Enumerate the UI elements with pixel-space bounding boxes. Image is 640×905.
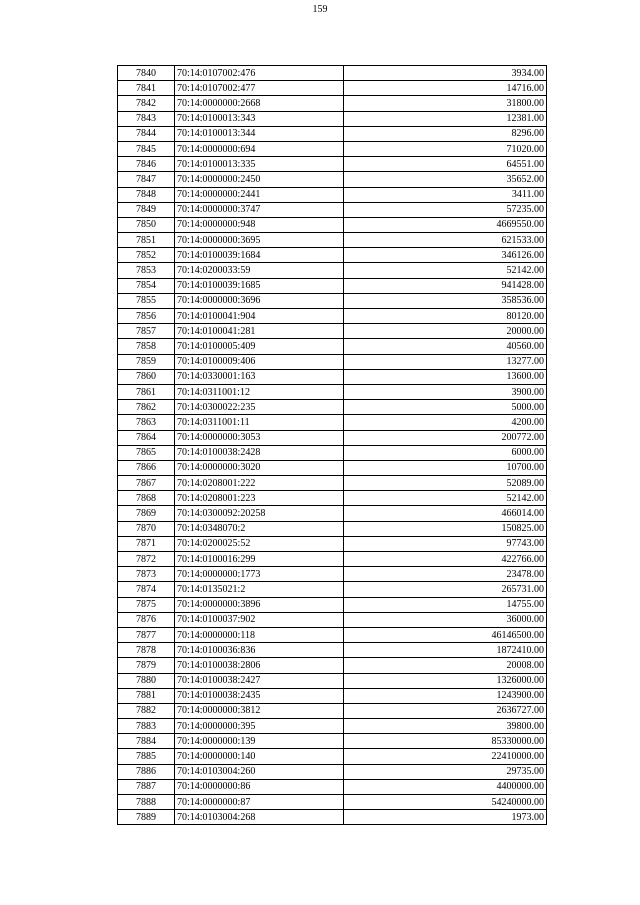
row-number-cell: 7845	[118, 141, 175, 156]
cadastral-number-cell: 70:14:0200025:52	[175, 536, 344, 551]
table-row	[118, 384, 547, 399]
row-number-cell: 7880	[118, 673, 175, 688]
amount-cell: 80120.00	[344, 309, 547, 324]
amount-cell: 14755.00	[344, 597, 547, 612]
table-row	[118, 688, 547, 703]
amount-cell: 1872410.00	[344, 643, 547, 658]
cadastral-number-cell: 70:14:0208001:222	[175, 476, 344, 491]
table-row	[118, 217, 547, 232]
cadastral-number-cell: 70:14:0100016:299	[175, 552, 344, 567]
row-number-cell: 7868	[118, 491, 175, 506]
table-row	[118, 703, 547, 718]
row-number-cell: 7877	[118, 627, 175, 642]
table-row	[118, 339, 547, 354]
cadastral-number-cell: 70:14:0000000:694	[175, 141, 344, 156]
row-number-cell: 7876	[118, 612, 175, 627]
table-row	[118, 779, 547, 794]
amount-cell: 40560.00	[344, 339, 547, 354]
amount-cell: 5000.00	[344, 400, 547, 415]
table-row	[118, 506, 547, 521]
amount-cell: 4669550.00	[344, 217, 547, 232]
amount-cell: 13277.00	[344, 354, 547, 369]
row-number-cell: 7846	[118, 157, 175, 172]
amount-cell: 3900.00	[344, 384, 547, 399]
cadastral-number-cell: 70:14:0000000:86	[175, 779, 344, 794]
row-number-cell: 7855	[118, 293, 175, 308]
row-number-cell: 7888	[118, 795, 175, 810]
cadastral-number-cell: 70:14:0000000:3696	[175, 293, 344, 308]
amount-cell: 1326000.00	[344, 673, 547, 688]
cadastral-number-cell: 70:14:0100036:836	[175, 643, 344, 658]
cadastral-number-cell: 70:14:0107002:476	[175, 66, 344, 81]
table-row	[118, 354, 547, 369]
row-number-cell: 7848	[118, 187, 175, 202]
cadastral-number-cell: 70:14:0330001:163	[175, 369, 344, 384]
cadastral-number-cell: 70:14:0100009:406	[175, 354, 344, 369]
table-row	[118, 126, 547, 141]
row-number-cell: 7850	[118, 217, 175, 232]
row-number-cell: 7883	[118, 719, 175, 734]
table-row	[118, 445, 547, 460]
amount-cell: 200772.00	[344, 430, 547, 445]
table-row	[118, 643, 547, 658]
cadastral-number-cell: 70:14:0103004:260	[175, 764, 344, 779]
row-number-cell: 7863	[118, 415, 175, 430]
page-number: 159	[312, 4, 328, 15]
row-number-cell: 7840	[118, 66, 175, 81]
table-row	[118, 567, 547, 582]
row-number-cell: 7841	[118, 81, 175, 96]
amount-cell: 29735.00	[344, 764, 547, 779]
cadastral-number-cell: 70:14:0100041:904	[175, 309, 344, 324]
row-number-cell: 7853	[118, 263, 175, 278]
table-row	[118, 810, 547, 825]
amount-cell: 23478.00	[344, 567, 547, 582]
amount-cell: 10700.00	[344, 460, 547, 475]
amount-cell: 3411.00	[344, 187, 547, 202]
table-row	[118, 324, 547, 339]
cadastral-number-cell: 70:14:0000000:3020	[175, 460, 344, 475]
row-number-cell: 7879	[118, 658, 175, 673]
row-number-cell: 7856	[118, 309, 175, 324]
table-row	[118, 369, 547, 384]
table-row	[118, 719, 547, 734]
row-number-cell: 7847	[118, 172, 175, 187]
cadastral-number-cell: 70:14:0100013:343	[175, 111, 344, 126]
amount-cell: 265731.00	[344, 582, 547, 597]
amount-cell: 64551.00	[344, 157, 547, 172]
cadastral-number-cell: 70:14:0000000:87	[175, 795, 344, 810]
amount-cell: 6000.00	[344, 445, 547, 460]
row-number-cell: 7873	[118, 567, 175, 582]
cadastral-number-cell: 70:14:0000000:395	[175, 719, 344, 734]
row-number-cell: 7852	[118, 248, 175, 263]
row-number-cell: 7871	[118, 536, 175, 551]
cadastral-number-cell: 70:14:0300092:20258	[175, 506, 344, 521]
row-number-cell: 7886	[118, 764, 175, 779]
row-number-cell: 7884	[118, 734, 175, 749]
table-row	[118, 66, 547, 81]
amount-cell: 35652.00	[344, 172, 547, 187]
table-row	[118, 476, 547, 491]
row-number-cell: 7849	[118, 202, 175, 217]
cadastral-number-cell: 70:14:0100038:2806	[175, 658, 344, 673]
table-row	[118, 582, 547, 597]
amount-cell: 85330000.00	[344, 734, 547, 749]
amount-cell: 8296.00	[344, 126, 547, 141]
table-row	[118, 400, 547, 415]
cadastral-number-cell: 70:14:0000000:2450	[175, 172, 344, 187]
table-row	[118, 491, 547, 506]
amount-cell: 13600.00	[344, 369, 547, 384]
cadastral-number-cell: 70:14:0100039:1685	[175, 278, 344, 293]
table-row	[118, 141, 547, 156]
row-number-cell: 7858	[118, 339, 175, 354]
row-number-cell: 7872	[118, 552, 175, 567]
amount-cell: 14716.00	[344, 81, 547, 96]
row-number-cell: 7861	[118, 384, 175, 399]
table-row	[118, 612, 547, 627]
row-number-cell: 7887	[118, 779, 175, 794]
table-row	[118, 309, 547, 324]
table-row	[118, 415, 547, 430]
amount-cell: 52089.00	[344, 476, 547, 491]
cadastral-number-cell: 70:14:0107002:477	[175, 81, 344, 96]
cadastral-number-cell: 70:14:0100038:2427	[175, 673, 344, 688]
row-number-cell: 7851	[118, 233, 175, 248]
amount-cell: 22410000.00	[344, 749, 547, 764]
row-number-cell: 7881	[118, 688, 175, 703]
cadastral-number-cell: 70:14:0100041:281	[175, 324, 344, 339]
cadastral-number-cell: 70:14:0000000:1773	[175, 567, 344, 582]
table-row	[118, 597, 547, 612]
row-number-cell: 7844	[118, 126, 175, 141]
row-number-cell: 7882	[118, 703, 175, 718]
row-number-cell: 7875	[118, 597, 175, 612]
cadastral-number-cell: 70:14:0000000:140	[175, 749, 344, 764]
amount-cell: 97743.00	[344, 536, 547, 551]
table-row	[118, 202, 547, 217]
table-row	[118, 749, 547, 764]
row-number-cell: 7862	[118, 400, 175, 415]
row-number-cell: 7857	[118, 324, 175, 339]
cadastral-number-cell: 70:14:0000000:139	[175, 734, 344, 749]
cadastral-number-cell: 70:14:0208001:223	[175, 491, 344, 506]
amount-cell: 52142.00	[344, 263, 547, 278]
row-number-cell: 7859	[118, 354, 175, 369]
cadastral-number-cell: 70:14:0300022:235	[175, 400, 344, 415]
table-row	[118, 248, 547, 263]
row-number-cell: 7869	[118, 506, 175, 521]
cadastral-number-cell: 70:14:0000000:3695	[175, 233, 344, 248]
table-body	[118, 66, 547, 825]
row-number-cell: 7860	[118, 369, 175, 384]
table-row	[118, 764, 547, 779]
cadastral-number-cell: 70:14:0000000:948	[175, 217, 344, 232]
cadastral-number-cell: 70:14:0100039:1684	[175, 248, 344, 263]
cadastral-number-cell: 70:14:0100038:2428	[175, 445, 344, 460]
row-number-cell: 7889	[118, 810, 175, 825]
table-row	[118, 795, 547, 810]
table-row	[118, 627, 547, 642]
data-table	[117, 65, 547, 825]
table-row	[118, 233, 547, 248]
table-row	[118, 263, 547, 278]
amount-cell: 466014.00	[344, 506, 547, 521]
amount-cell: 31800.00	[344, 96, 547, 111]
amount-cell: 422766.00	[344, 552, 547, 567]
row-number-cell: 7842	[118, 96, 175, 111]
table-row	[118, 460, 547, 475]
cadastral-number-cell: 70:14:0348070:2	[175, 521, 344, 536]
table-row	[118, 430, 547, 445]
row-number-cell: 7865	[118, 445, 175, 460]
amount-cell: 12381.00	[344, 111, 547, 126]
table-row	[118, 673, 547, 688]
table-row	[118, 734, 547, 749]
table-row	[118, 81, 547, 96]
cadastral-number-cell: 70:14:0000000:3812	[175, 703, 344, 718]
amount-cell: 941428.00	[344, 278, 547, 293]
row-number-cell: 7854	[118, 278, 175, 293]
amount-cell: 71020.00	[344, 141, 547, 156]
cadastral-number-cell: 70:14:0100013:335	[175, 157, 344, 172]
table-row	[118, 536, 547, 551]
table-row	[118, 658, 547, 673]
row-number-cell: 7866	[118, 460, 175, 475]
table-row	[118, 172, 547, 187]
cadastral-number-cell: 70:14:0100038:2435	[175, 688, 344, 703]
amount-cell: 2636727.00	[344, 703, 547, 718]
cadastral-number-cell: 70:14:0000000:3896	[175, 597, 344, 612]
table-row	[118, 187, 547, 202]
row-number-cell: 7878	[118, 643, 175, 658]
amount-cell: 4400000.00	[344, 779, 547, 794]
table-row	[118, 552, 547, 567]
table-row	[118, 278, 547, 293]
amount-cell: 52142.00	[344, 491, 547, 506]
cadastral-number-cell: 70:14:0100005:409	[175, 339, 344, 354]
amount-cell: 39800.00	[344, 719, 547, 734]
cadastral-number-cell: 70:14:0100037:902	[175, 612, 344, 627]
amount-cell: 1243900.00	[344, 688, 547, 703]
amount-cell: 150825.00	[344, 521, 547, 536]
row-number-cell: 7885	[118, 749, 175, 764]
amount-cell: 46146500.00	[344, 627, 547, 642]
cadastral-number-cell: 70:14:0100013:344	[175, 126, 344, 141]
amount-cell: 358536.00	[344, 293, 547, 308]
amount-cell: 4200.00	[344, 415, 547, 430]
amount-cell: 621533.00	[344, 233, 547, 248]
cadastral-number-cell: 70:14:0311001:12	[175, 384, 344, 399]
table-row	[118, 96, 547, 111]
amount-cell: 1973.00	[344, 810, 547, 825]
row-number-cell: 7870	[118, 521, 175, 536]
row-number-cell: 7867	[118, 476, 175, 491]
row-number-cell: 7843	[118, 111, 175, 126]
amount-cell: 36000.00	[344, 612, 547, 627]
amount-cell: 3934.00	[344, 66, 547, 81]
cadastral-number-cell: 70:14:0000000:118	[175, 627, 344, 642]
table-row	[118, 111, 547, 126]
cadastral-number-cell: 70:14:0000000:3747	[175, 202, 344, 217]
cadastral-number-cell: 70:14:0135021:2	[175, 582, 344, 597]
amount-cell: 57235.00	[344, 202, 547, 217]
table-row	[118, 157, 547, 172]
amount-cell: 346126.00	[344, 248, 547, 263]
cadastral-number-cell: 70:14:0000000:2668	[175, 96, 344, 111]
cadastral-number-cell: 70:14:0000000:2441	[175, 187, 344, 202]
amount-cell: 20008.00	[344, 658, 547, 673]
cadastral-number-cell: 70:14:0311001:11	[175, 415, 344, 430]
cadastral-number-cell: 70:14:0000000:3053	[175, 430, 344, 445]
amount-cell: 20000.00	[344, 324, 547, 339]
cadastral-number-cell: 70:14:0200033:59	[175, 263, 344, 278]
table-row	[118, 521, 547, 536]
row-number-cell: 7874	[118, 582, 175, 597]
amount-cell: 54240000.00	[344, 795, 547, 810]
cadastral-number-cell: 70:14:0103004:268	[175, 810, 344, 825]
table-row	[118, 293, 547, 308]
row-number-cell: 7864	[118, 430, 175, 445]
